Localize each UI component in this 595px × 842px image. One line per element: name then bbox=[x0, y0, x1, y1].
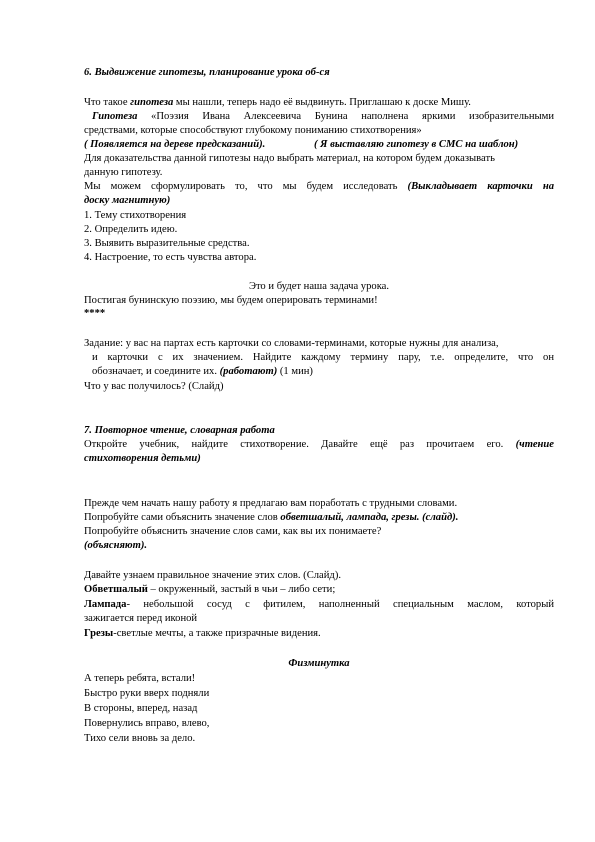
text-span: -светлые мечты, а также призрачные видения. bbox=[113, 628, 321, 639]
text-span: Мы можем сформулировать то, что мы будем исследовать bbox=[84, 181, 408, 192]
heading-text: 6. Выдвижение гипотезы, планирование урока об-ся bbox=[84, 67, 330, 78]
text-span: Обветшалый bbox=[84, 584, 148, 595]
text-line bbox=[84, 365, 554, 378]
text-line: Для доказательства данной гипотезы надо выбрать материал, на котором будем доказывать bbox=[84, 153, 495, 164]
text-line: доску магнитную) bbox=[84, 195, 171, 206]
text-line bbox=[84, 180, 554, 193]
text-line: Давайте узнаем правильное значение этих слов. (Слайд). bbox=[84, 570, 341, 581]
list-item: 2. Определить идею. bbox=[84, 224, 178, 235]
text-span: обветшалый, лампада, грезы. bbox=[280, 512, 420, 523]
text-line: Попробуйте объяснить значение слов сами, как вы их понимаете? bbox=[84, 526, 382, 537]
text-line bbox=[84, 110, 554, 123]
text-span: - небольшой сосуд с фитилем, наполненный специальным маслом, который bbox=[126, 599, 554, 610]
text-span: «Поэзия Ивана Алексеевича Бунина наполнена яркими изобразительными bbox=[137, 111, 554, 122]
text-line bbox=[84, 438, 554, 451]
text-line: и карточки с их значением. Найдите каждому термину пару, т.е. определите, что он bbox=[92, 352, 554, 363]
fizminutka-heading: Физминутка bbox=[288, 658, 350, 669]
text-line: (объясняют). bbox=[84, 540, 148, 551]
text-line bbox=[84, 598, 554, 611]
section-6-heading bbox=[84, 66, 554, 79]
text-line: Задание: у вас на партах есть карточки со словами-терминами, которые нужны для анализа, bbox=[84, 338, 499, 349]
poem-line: В стороны, вперед, назад bbox=[84, 703, 198, 714]
text-line: Это и будет наша задача урока. bbox=[248, 281, 390, 292]
text-line bbox=[84, 627, 554, 640]
text-span: (работают) bbox=[219, 366, 278, 377]
section-7-heading: 7. Повторное чтение, словарная работа bbox=[84, 425, 275, 436]
poem-line: Повернулись вправо, влево, bbox=[84, 718, 210, 729]
list-item: 3. Выявить выразительные средства. bbox=[84, 238, 250, 249]
text-line: данную гипотезу. bbox=[84, 167, 163, 178]
text-line: средствами, которые способствуют глубокому пониманию стихотворения» bbox=[84, 125, 422, 136]
text-line: Прежде чем начать нашу работу я предлагаю вам поработать с трудными словами. bbox=[84, 498, 458, 509]
poem-line: Тихо сели вновь за дело. bbox=[84, 733, 196, 744]
text-line: Постигая бунинскую поэзию, мы будем оперировать терминами! bbox=[84, 295, 378, 306]
text-span: (Выкладывает карточки на bbox=[407, 181, 554, 192]
poem-line: Быстро руки вверх подняли bbox=[84, 688, 210, 699]
text-line bbox=[84, 511, 554, 524]
text-span: Откройте учебник, найдите стихотворение. Давайте ещё раз прочитаем его. bbox=[84, 439, 516, 450]
text-span: (слайд). bbox=[422, 512, 459, 523]
text-span: обозначает, и соедините их. bbox=[92, 366, 220, 377]
list-item: 4. Настроение, то есть чувства автора. bbox=[84, 252, 257, 263]
text-line bbox=[84, 138, 554, 151]
text-span: Попробуйте сами объяснить значение слов bbox=[84, 512, 281, 523]
text-span: ( Я выставляю гипотезу в СМС на шаблон) bbox=[314, 139, 519, 150]
text-span: Гипотеза bbox=[92, 111, 138, 122]
text-span: ( Появляется на дереве предсказаний). bbox=[84, 139, 266, 150]
poem-line: А теперь ребята, встали! bbox=[84, 673, 196, 684]
text-line: Что у вас получилось? (Слайд) bbox=[84, 381, 224, 392]
text-span: гипотеза bbox=[130, 97, 174, 108]
text-line bbox=[84, 96, 554, 109]
text-line bbox=[84, 583, 554, 596]
separator-stars: **** bbox=[84, 308, 106, 319]
text-span: Что такое bbox=[84, 97, 131, 108]
list-item: 1. Тему стихотворения bbox=[84, 210, 187, 221]
text-span: (чтение bbox=[515, 439, 554, 450]
text-line: стихотворения детьми) bbox=[84, 453, 201, 464]
text-line: зажигается перед иконой bbox=[84, 613, 198, 624]
text-span: мы нашли, теперь надо её выдвинуть. Приглашаю к доске Мишу. bbox=[173, 97, 471, 108]
text-span: Грезы bbox=[84, 628, 114, 639]
text-span: (1 мин) bbox=[277, 366, 313, 377]
text-span: Лампада bbox=[84, 599, 127, 610]
text-span: – окруженный, застый в чьи – либо сети; bbox=[147, 584, 336, 595]
